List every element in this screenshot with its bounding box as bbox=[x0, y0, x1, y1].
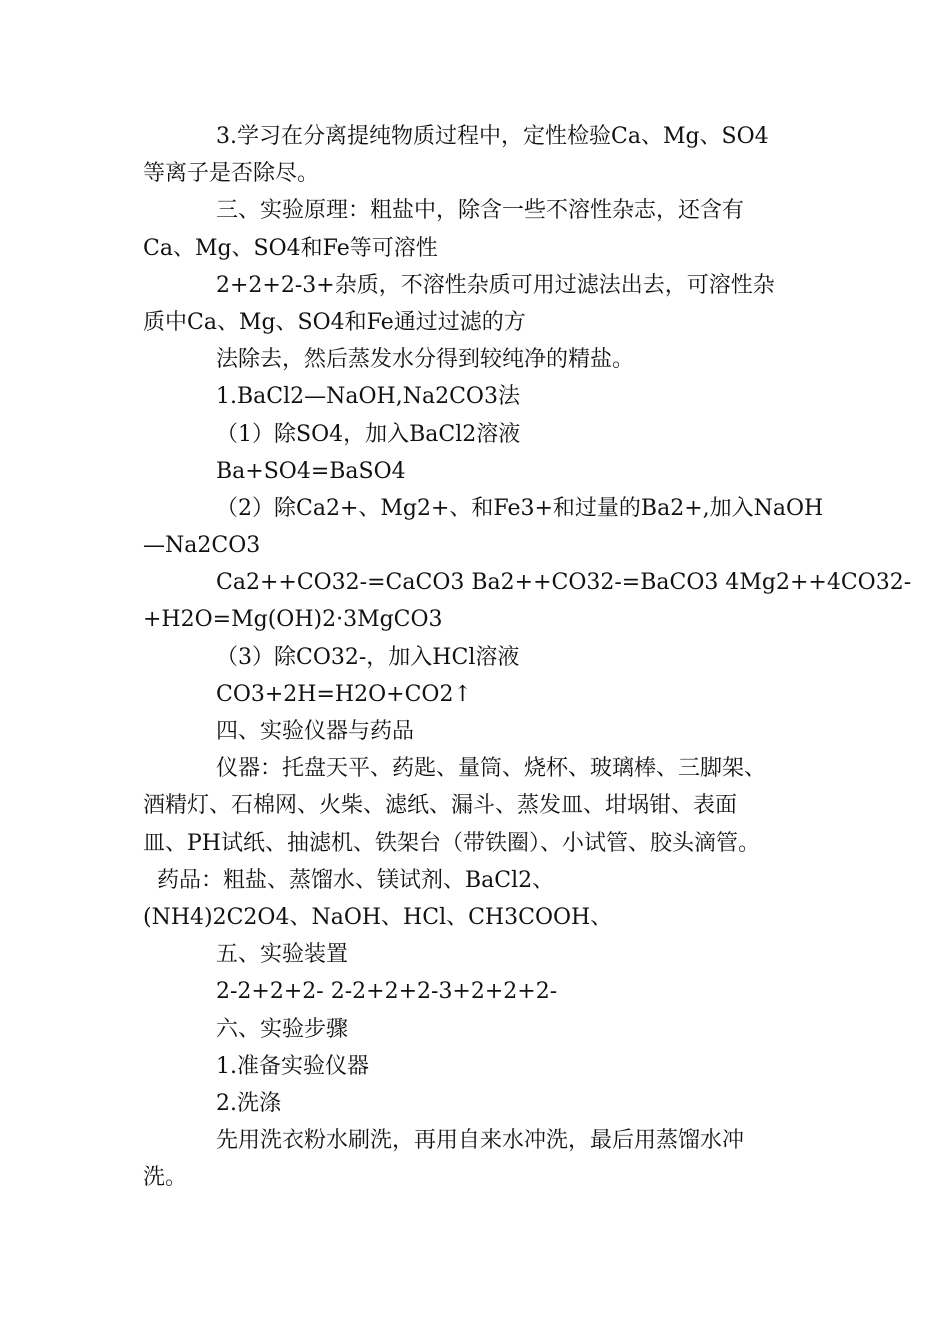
text-line: 3.学习在分离提纯物质过程中，定性检验Ca、Mg、SO4 bbox=[216, 124, 769, 149]
document-body bbox=[143, 118, 912, 1196]
step-item: 2.洗涤 bbox=[216, 1090, 281, 1116]
equation-line: Ca2++CO32-=CaCO3 Ba2++CO32-=BaCO3 4Mg2++4CO32- bbox=[216, 570, 912, 596]
text-line: 2-2+2+2- 2-2+2+2-3+2+2+2- bbox=[216, 979, 558, 1005]
step-item: （1）除SO4，加入BaCl2溶液 bbox=[216, 421, 521, 447]
text-line: 洗。 bbox=[143, 1165, 188, 1191]
step-item: 1.准备实验仪器 bbox=[216, 1053, 369, 1079]
text-line: 质中Ca、Mg、SO4和Fe通过过滤的方 bbox=[143, 309, 526, 335]
text-line: 先用洗衣粉水刷洗，再用自来水冲洗，最后用蒸馏水冲 bbox=[216, 1128, 745, 1154]
section-heading-steps: 六、实验步骤 bbox=[216, 1016, 349, 1042]
reagents-line: (NH4)2C2O4、NaOH、HCl、CH3COOH、 bbox=[143, 904, 613, 930]
text-line: Ca、Mg、SO4和Fe等可溶性 bbox=[143, 235, 438, 261]
step-item: （2）除Ca2+、Mg2+、和Fe3+和过量的Ba2+,加入NaOH bbox=[216, 495, 824, 521]
section-heading-principle: 三、实验原理：粗盐中，除含一些不溶性杂志，还含有 bbox=[216, 198, 745, 224]
equation-line: +H2O=Mg(OH)2·3MgCO3 bbox=[143, 607, 443, 633]
text-line: 法除去，然后蒸发水分得到较纯净的精盐。 bbox=[216, 347, 635, 373]
text-line: —Na2CO3 bbox=[143, 533, 261, 559]
method-title: 1.BaCl2—NaOH,Na2CO3法 bbox=[216, 384, 520, 410]
text-line: 等离子是否除尽。 bbox=[143, 161, 320, 187]
instruments-line: 皿、PH试纸、抽滤机、铁架台（带铁圈）、小试管、胶头滴管。 bbox=[143, 830, 760, 856]
section-heading-apparatus: 五、实验装置 bbox=[216, 942, 349, 968]
instruments-line: 仪器：托盘天平、药匙、量筒、烧杯、玻璃棒、三脚架、 bbox=[216, 756, 767, 782]
equation-line: CO3+2H=H2O+CO2↑ bbox=[216, 681, 472, 707]
text-line: 2+2+2-3+杂质，不溶性杂质可用过滤法出去，可溶性杂 bbox=[216, 272, 775, 298]
reagents-line: 药品：粗盐、蒸馏水、镁试剂、BaCl2、 bbox=[157, 867, 555, 893]
equation-line: Ba+SO4=BaSO4 bbox=[216, 458, 406, 484]
step-item: （3）除CO32-，加入HCl溶液 bbox=[216, 644, 520, 670]
instruments-line: 酒精灯、石棉网、火柴、滤纸、漏斗、蒸发皿、坩埚钳、表面 bbox=[143, 793, 738, 819]
section-heading-instruments: 四、实验仪器与药品 bbox=[216, 719, 415, 744]
